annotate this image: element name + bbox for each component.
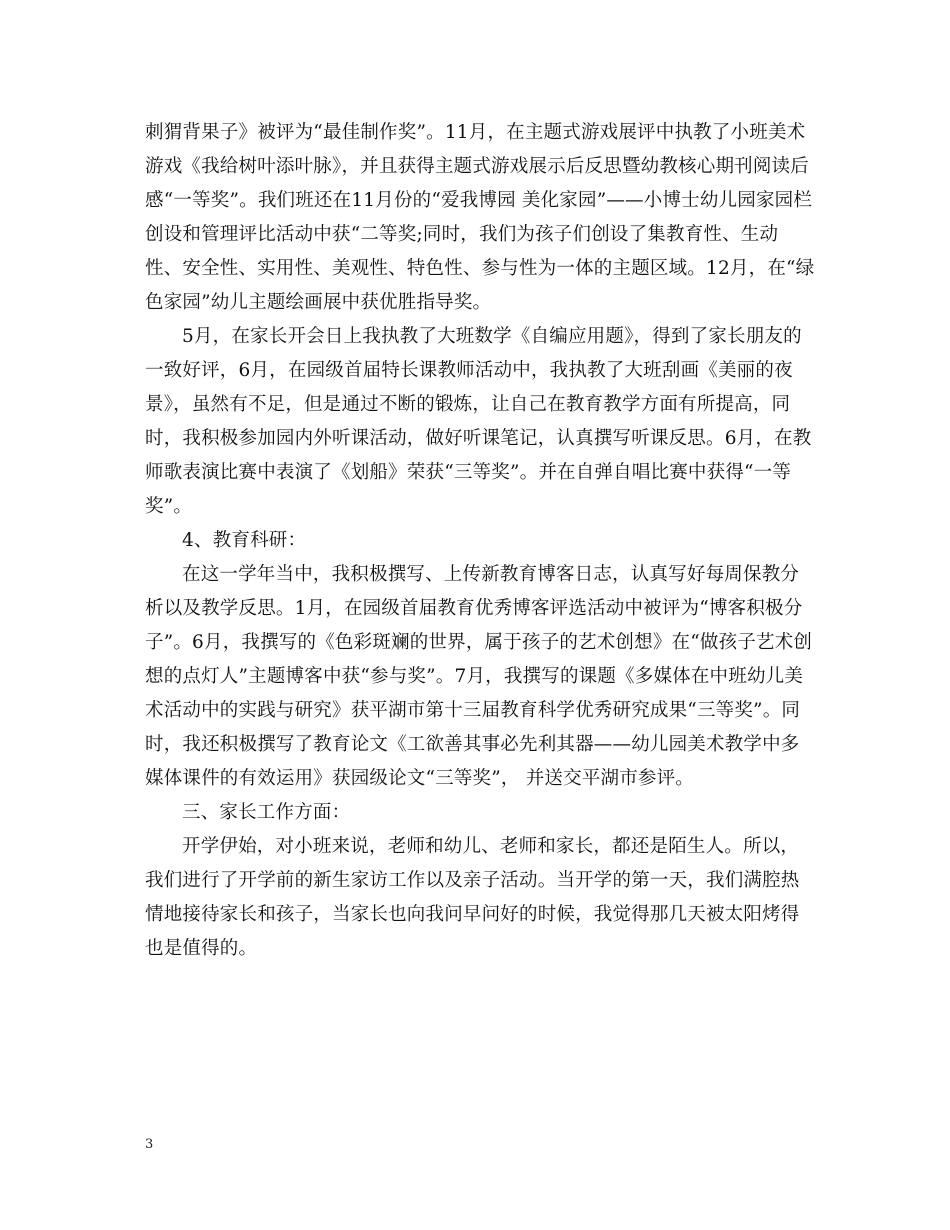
section-heading-research: 4、教育科研：	[182, 530, 307, 551]
page-number: 3	[145, 1137, 154, 1152]
paragraph-awards-continued: 刺猬背果子》被评为“最佳制作奖”。11月，在主题式游戏展评中执教了小班美术游戏《我给树叶添叶脉》，并且获得主题式游戏展示后反思暨幼教核心期刊阅读后感“一等奖”。我们班还在11月份的“爱我博园 美化家园”——小博士幼儿园家园栏创设和管理评比活动中获“二等奖;同时，我们为孩子们创设了集教育性、生动性、安全性、实用性、美观性、特色性、参与性为一体的主题区域。12月，在“绿色家园”幼儿主题绘画展中获优胜指导奖。	[145, 122, 815, 313]
section-heading-parent-work: 三、家长工作方面：	[182, 802, 351, 823]
paragraph-research: 在这一学年当中，我积极撰写、上传新教育博客日志，认真写好每周保教分析以及教学反思。1月，在园级首届教育优秀博客评选活动中被评为“博客积极分子”。6月，我撰写的《色彩斑斓的世界，属于孩子的艺术创想》在“做孩子艺术创想的点灯人”主题博客中获“参与奖”。7月，我撰写的课题《多媒体在中班幼儿美术活动中的实践与研究》获平湖市第十三届教育科学优秀研究成果“三等奖”。同时，我还积极撰写了教育论文《工欲善其事必先利其器——幼儿园美术教学中多媒体课件的有效运用》获园级论文“三等奖”， 并送交平湖市参评。	[145, 564, 813, 789]
body-text	[145, 116, 815, 966]
paragraph-teaching-activities: 5月，在家长开会日上我执教了大班数学《自编应用题》，得到了家长朋友的一致好评，6月，在园级首届特长课教师活动中，我执教了大班刮画《美丽的夜景》，虽然有不足，但是通过不断的锻炼，让自己在教育教学方面有所提高，同时，我积极参加园内外听课活动，做好听课笔记，认真撰写听课反思。6月，在教师歌表演比赛中表演了《划船》荣获“三等奖”。并在自弹自唱比赛中获得“一等奖”。	[145, 326, 812, 517]
paragraph-parent-work: 开学伊始，对小班来说，老师和幼儿、老师和家长，都还是陌生人。所以，我们进行了开学前的新生家访工作以及亲子活动。当开学的第一天，我们满腔热情地接待家长和孩子，当家长也向我问早问好的时候，我觉得那几天被太阳烤得也是值得的。	[145, 836, 800, 959]
